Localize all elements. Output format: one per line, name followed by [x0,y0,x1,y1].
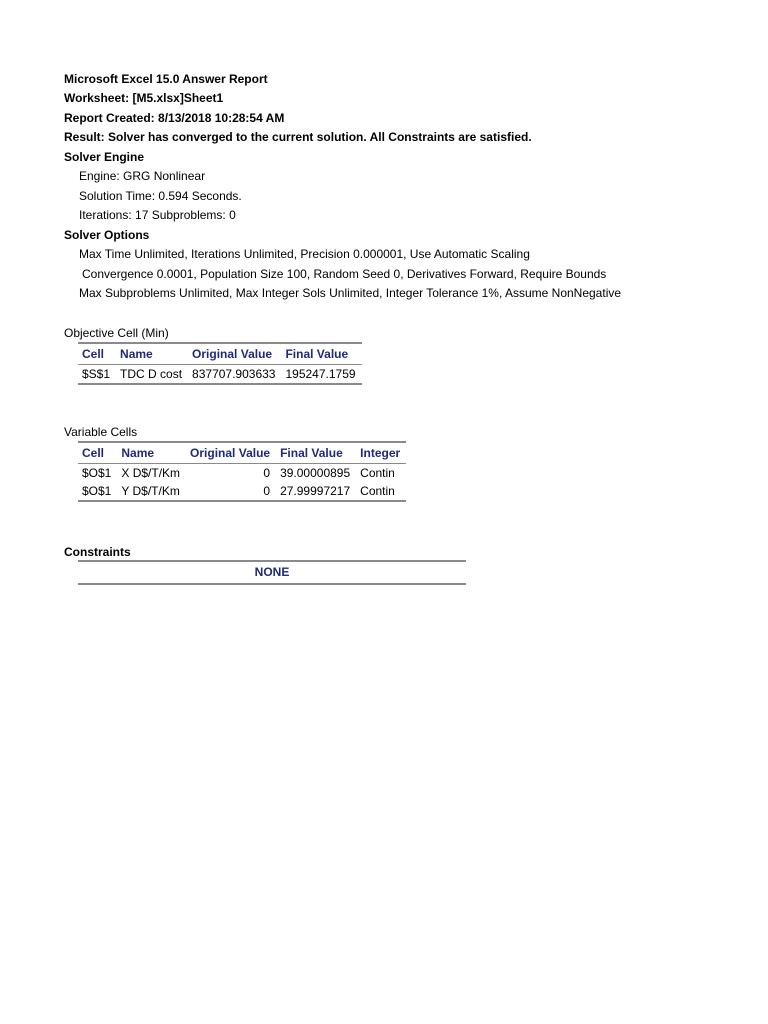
final-value: 27.99997217 [276,482,356,501]
original-value: 837707.903633 [188,365,281,385]
table-row [78,482,406,501]
final-value: 39.00000895 [280,466,351,480]
cell-ref: $S$1 [78,365,116,385]
column-header-cell: Cell [78,442,117,464]
cell-name: TDC D cost [116,365,188,385]
options-line-2: Convergence 0.0001, Population Size 100, Random Seed 0, Derivatives Forward, Require Bounds [82,267,607,281]
objective-heading: Objective Cell (Min) [64,326,169,340]
report-title: Microsoft Excel 15.0 Answer Report [64,72,268,86]
options-line-1: Max Time Unlimited, Iterations Unlimited, Precision 0.000001, Use Automatic Scaling [79,247,530,261]
variables-header-row [78,442,406,464]
table-row [78,464,406,483]
result-line: Result: Solver has converged to the current solution. All Constraints are satisfied. [64,130,532,144]
variables-table [78,441,406,502]
solution-time-line: Solution Time: 0.594 Seconds. [79,189,242,203]
cell-name: Y D$/T/Km [117,482,186,501]
iterations-line: Iterations: 17 Subproblems: 0 [79,208,236,222]
column-header-name: Name [116,343,188,365]
solver-options-heading: Solver Options [64,228,150,242]
table-row [78,365,362,385]
column-header-final-value: Final Value [276,442,356,464]
column-header-final-value: Final Value [281,343,361,365]
column-header-original-value: Original Value [188,343,281,365]
objective-table [78,342,362,385]
column-header-cell: Cell [78,343,116,365]
solver-engine-heading: Solver Engine [64,150,145,164]
constraints-table [78,560,466,585]
column-header-integer: Integer [356,442,406,464]
original-value: 0 [186,482,276,501]
cell-name: X D$/T/Km [121,466,181,480]
cell-ref: $O$1 [82,466,112,480]
column-header-name: Name [117,442,186,464]
objective-header-row [78,343,362,365]
original-value: 0 [263,466,271,480]
integer-type: Contin [356,482,406,501]
cell-ref: $O$1 [78,482,117,501]
variables-heading: Variable Cells [64,425,138,439]
report-created-line: Report Created: 8/13/2018 10:28:54 AM [64,111,285,125]
constraints-none-label: NONE [254,565,290,579]
worksheet-line: Worksheet: [M5.xlsx]Sheet1 [64,91,224,105]
constraints-heading: Constraints [64,545,131,559]
integer-type: Contin [360,466,395,480]
final-value: 195247.1759 [281,365,361,385]
engine-line: Engine: GRG Nonlinear [79,169,206,183]
column-header-original-value: Original Value [186,442,276,464]
options-line-3: Max Subproblems Unlimited, Max Integer Sols Unlimited, Integer Tolerance 1%, Assume NonNegative [79,286,622,300]
